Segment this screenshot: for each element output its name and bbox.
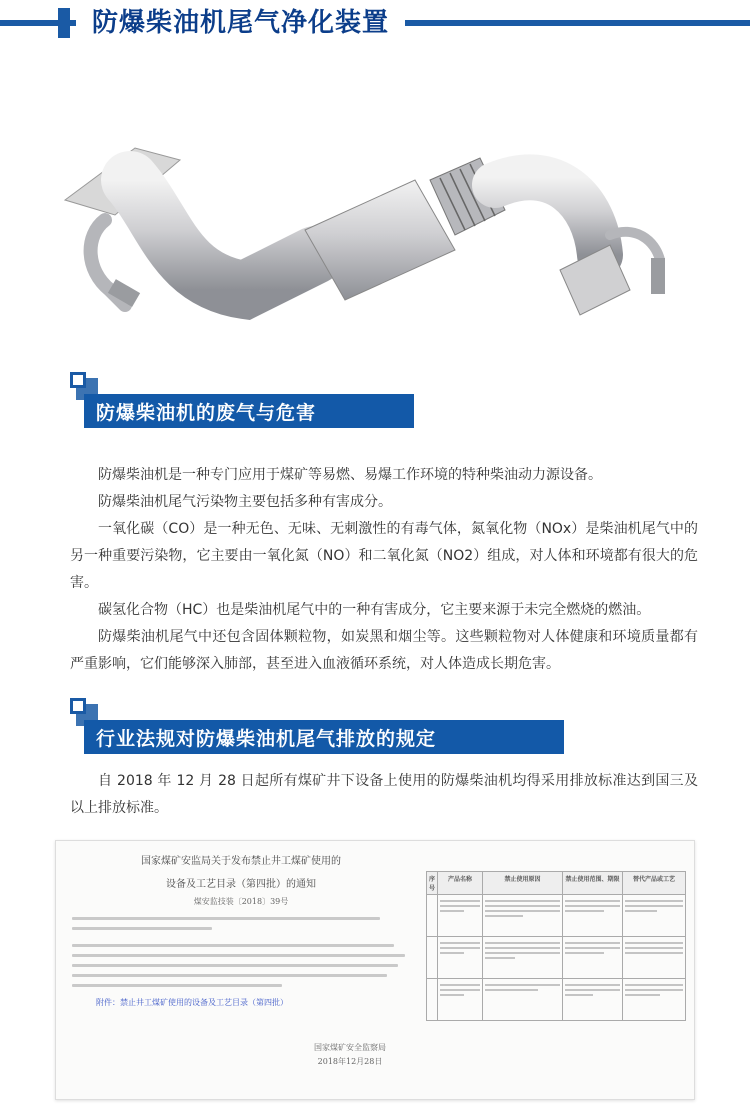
- notice-table: [426, 871, 686, 1021]
- table-header: 禁止使用范围、期限: [563, 872, 623, 895]
- header-square-outline: [70, 372, 86, 388]
- paragraph: 一氧化碳（CO）是一种无色、无味、无刺激性的有毒气体，氮氧化物（NOx）是柴油机尾气中的另一种重要污染物，它主要由一氧化氮（NO）和二氧化氮（NO2）组成，对人体和环境都有很大的危害。: [70, 521, 698, 591]
- page-title: 防爆柴油机尾气净化装置: [92, 8, 390, 38]
- table-row: [427, 979, 686, 1021]
- outlet-elbow: [495, 177, 600, 255]
- table-header: 禁止使用原因: [483, 872, 563, 895]
- table-header: 替代产品或工艺: [623, 872, 686, 895]
- paragraph: 自 2018 年 12 月 28 日起所有煤矿井下设备上使用的防爆柴油机均得采用排放标准达到国三及以上排放标准。: [70, 773, 698, 816]
- table-header: 序号: [427, 872, 438, 895]
- paragraph: 碳氢化合物（HC）也是柴油机尾气中的一种有害成分，它主要来源于未完全燃烧的燃油。: [98, 602, 651, 618]
- paragraph: 防爆柴油机尾气污染物主要包括多种有害成分。: [98, 494, 392, 510]
- notice-signer: 国家煤矿安全监察局: [314, 1043, 386, 1052]
- official-notice-image: [55, 840, 695, 1100]
- exhaust-purifier-illustration: [55, 140, 695, 340]
- converter-body: [305, 180, 455, 300]
- section-heading-bar: [84, 394, 414, 428]
- inlet-elbow: [130, 180, 315, 290]
- table-header: 产品名称: [438, 872, 483, 895]
- paragraph: 防爆柴油机是一种专门应用于煤矿等易燃、易爆工作环境的特种柴油动力源设备。: [98, 467, 602, 483]
- notice-title-2: 设备及工艺目录（第四批）的通知: [166, 879, 316, 890]
- right-pipe-thread: [651, 258, 665, 294]
- notice-date: 2018年12月28日: [317, 1057, 383, 1066]
- regulations-text: [70, 768, 698, 822]
- paragraph: 防爆柴油机尾气中还包含固体颗粒物，如炭黑和烟尘等。这些颗粒物对人体健康和环境质量都有严重影响，它们能够深入肺部，甚至进入血液循环系统，对人体造成长期危害。: [70, 629, 698, 672]
- notice-letter: [66, 851, 416, 1091]
- section-heading: 防爆柴油机的废气与危害: [96, 401, 317, 424]
- section-heading: 行业法规对防爆柴油机尾气排放的规定: [96, 727, 437, 750]
- table-header-row: [427, 872, 686, 895]
- title-bar: [0, 8, 750, 38]
- notice-signature: [314, 1041, 386, 1069]
- emissions-text: [70, 462, 698, 678]
- table-row: [427, 937, 686, 979]
- section-heading-bar: [84, 720, 564, 754]
- header-square-outline: [70, 698, 86, 714]
- notice-attachment-link[interactable]: 附件：禁止井工煤矿使用的设备及工艺目录（第四批）: [96, 998, 288, 1007]
- notice-body-lines: [66, 917, 416, 987]
- table-row: [427, 895, 686, 937]
- title-accent: [58, 8, 70, 38]
- title-box: [76, 8, 405, 38]
- notice-doc-number: 煤安监技装〔2018〕39号: [193, 897, 289, 906]
- notice-title: 国家煤矿安监局关于发布禁止井工煤矿使用的: [141, 856, 341, 867]
